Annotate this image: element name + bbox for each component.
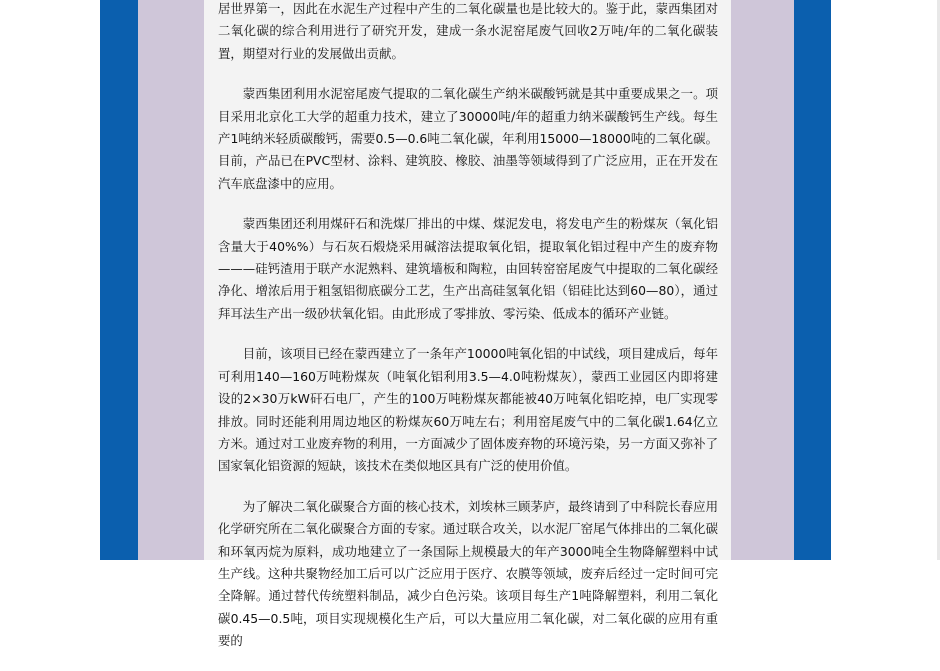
article-body [218,0,718,671]
article-paragraph: 居世界第一，因此在水泥生产过程中产生的二氧化碳量也是比较大的。鉴于此，蒙西集团对二氧化碳的综合利用进行了研究开发，建成一条水泥窑尾废气回收2万吨/年的二氧化碳装置，期望对行业的发展做出贡献。 [218,1,718,61]
article-content [204,0,731,649]
article-paragraph: 蒙西集团还利用煤矸石和洗煤厂排出的中煤、煤泥发电，将发电产生的粉煤灰（氧化铝含量大于40%%）与石灰石煅烧采用碱溶法提取氧化铝，提取氧化铝过程中产生的废弃物———硅钙渣用于联产水泥熟料、建筑墙板和陶粒，由回转窑窑尾废气中提取的二氧化碳经净化、增浓后用于粗氢铝彻底碳分工艺，生产出高硅氢氧化铝（铝硅比达到60—80），通过拜耳法生产出一级砂状氧化铝。由此形成了零排放、零污染、低成本的循环产业链。 [218,216,718,321]
left-blue-border [100,0,138,560]
article-paragraph: 蒙西集团利用水泥窑尾废气提取的二氧化碳生产纳米碳酸钙就是其中重要成果之一。项目采用北京化工大学的超重力技术，建立了30000吨/年的超重力纳米碳酸钙生产线。每生产1吨纳米轻质碳酸钙，需要0.5—0.6吨二氧化碳，年利用15000—18000吨的二氧化碳。目前，产品已在PVC型材、涂料、建筑胶、橡胶、油墨等领域得到了广泛应用，正在开发在汽车底盘漆中的应用。 [218,86,718,191]
right-blue-border [794,0,831,560]
article-paragraph: 为了解决二氧化碳聚合方面的核心技术，刘埃林三顾茅庐，最终请到了中科院长春应用化学研究所在二氧化碳聚合方面的专家。通过联合攻关，以水泥厂窑尾气体排出的二氧化碳和环氧丙烷为原料，成功地建立了一条国际上规模最大的年产3000吨全生物降解塑料中试生产线。这种共聚物经加工后可以广泛应用于医疗、农膜等领域，废弃后经过一定时间可完全降解。通过替代传统塑料制品，减少白色污染。该项目每生产1吨降解塑料，利用二氧化碳0.45—0.5吨，项目实现规模化生产后，可以大量应用二氧化碳，对二氧化碳的应用有重要的 [218,498,718,649]
article-paragraph: 目前，该项目已经在蒙西建立了一条年产10000吨氧化铝的中试线，项目建成后，每年可利用140—160万吨粉煤灰（吨氧化铝利用3.5—4.0吨粉煤灰），蒙西工业园区内即将建设的2×30万kW矸石电厂，产生的100万吨粉煤灰都能被40万吨氧化铝吃掉，电厂实现零排放。同时还能利用周边地区的粉煤灰60万吨左右；利用窑尾废气中的二氧化碳1.64亿立方米。通过对工业废弃物的利用，一方面减少了固体废弃物的环境污染，另一方面又弥补了国家氧化铝资源的短缺，该技术在类似地区具有广泛的使用价值。 [218,346,718,474]
